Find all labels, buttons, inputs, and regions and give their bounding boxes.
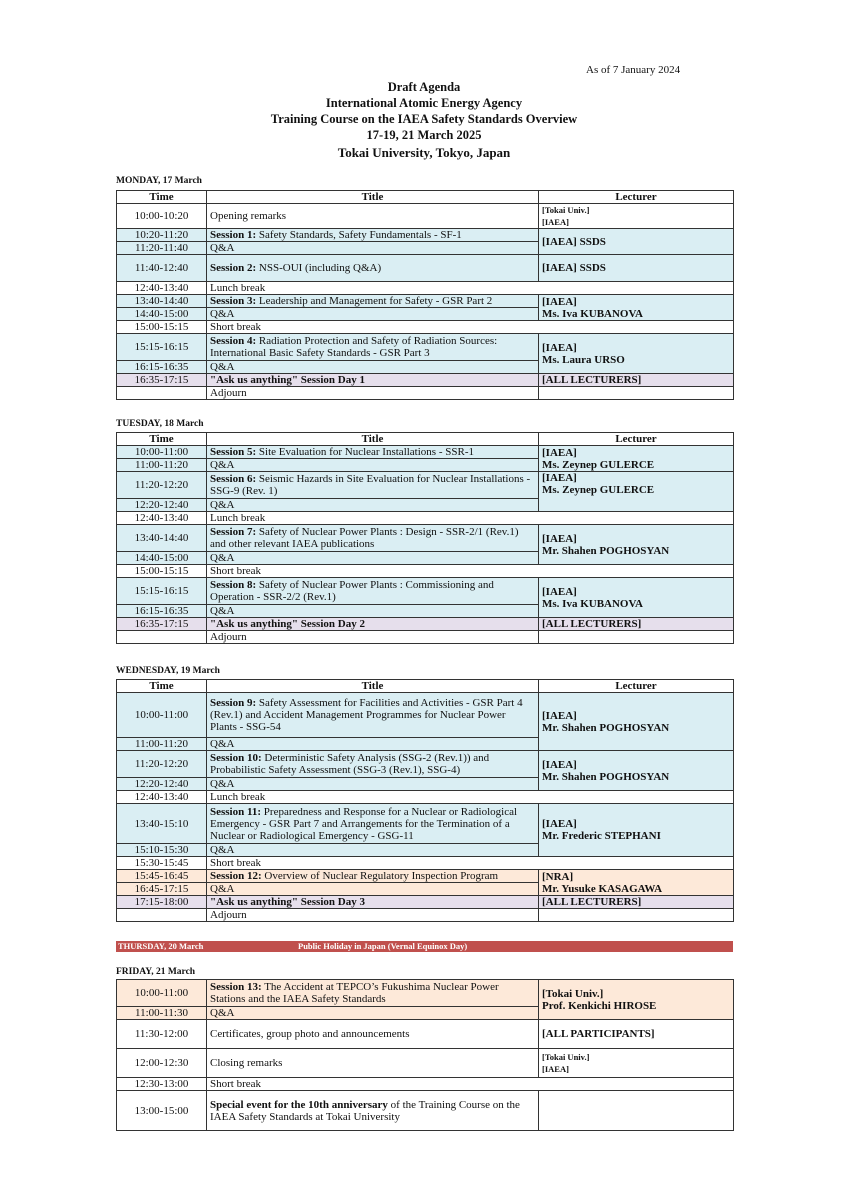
time-cell: 11:00-11:20 xyxy=(117,738,207,751)
title-cell xyxy=(207,229,539,242)
session-number: Session 6: xyxy=(210,473,257,485)
lecturer-org: [IAEA] xyxy=(542,295,577,308)
title-cell: Q&A xyxy=(207,778,539,791)
title-line-2: International Atomic Energy Agency xyxy=(325,96,523,110)
lecturer-cell xyxy=(539,870,734,896)
table-row xyxy=(117,896,734,909)
time-cell: 11:20-11:40 xyxy=(117,242,207,255)
session-title: Safety of Nuclear Power Plants : Design - SSR-2/1 (Rev.1) and other relevant IAEA publications xyxy=(210,526,519,550)
lecturer-org: [NRA] xyxy=(542,870,574,883)
as-of-date: As of 7 January 2024 xyxy=(586,64,681,76)
title-line-1: Draft Agenda xyxy=(387,80,461,94)
time-cell: 16:45-17:15 xyxy=(117,883,207,896)
lecturer-org: [IAEA] xyxy=(542,709,577,722)
session-number: Session 4: xyxy=(210,335,257,347)
day-label-wednesday: WEDNESDAY, 19 March xyxy=(116,666,220,676)
lecturer-cell xyxy=(539,693,734,751)
table-row xyxy=(117,374,734,387)
session-title: The Accident at TEPCO’s Fukushima Nuclear Power Stations and the IAEA Safety Standards xyxy=(210,981,499,1005)
title-cell xyxy=(207,374,539,387)
time-cell: 10:00-11:00 xyxy=(117,980,207,1007)
title-cell xyxy=(207,693,539,738)
col-header-title: Title xyxy=(207,680,539,693)
lecturer-cell xyxy=(539,472,734,512)
session-number: Session 13: xyxy=(210,981,262,993)
time-cell: 11:20-12:20 xyxy=(117,472,207,499)
session-title: "Ask us anything" Session Day 1 xyxy=(210,374,365,386)
session-number: Session 10: xyxy=(210,752,262,764)
title-cell xyxy=(207,1091,539,1131)
time-cell: 10:00-11:00 xyxy=(117,446,207,459)
table-row xyxy=(117,1049,734,1078)
session-title: of the Training Course on the IAEA Safety Standards at Tokai University xyxy=(210,1098,520,1123)
session-number: Session 2: xyxy=(210,262,257,274)
lecturer-org: [IAEA] xyxy=(542,341,577,354)
lecturer-cell xyxy=(539,1091,734,1131)
lecturer-cell xyxy=(539,204,734,229)
time-cell: 11:00-11:30 xyxy=(117,1007,207,1020)
time-cell: 12:40-13:40 xyxy=(117,282,207,295)
time-cell: 12:20-12:40 xyxy=(117,778,207,791)
table-row xyxy=(117,804,734,844)
session-number: Session 1: xyxy=(210,229,257,241)
monday-table xyxy=(116,190,734,400)
table-row xyxy=(117,282,734,295)
title-cell xyxy=(207,896,539,909)
lecturer-cell xyxy=(539,909,734,922)
lecturer-cell xyxy=(539,980,734,1020)
lecturer-org: [IAEA] xyxy=(542,446,577,459)
lecturer-org: [IAEA] xyxy=(542,1064,569,1074)
session-title: "Ask us anything" Session Day 2 xyxy=(210,618,365,630)
session-number: Session 9: xyxy=(210,697,257,709)
time-cell: 15:10-15:30 xyxy=(117,844,207,857)
time-cell xyxy=(117,631,207,644)
lecturer-name: Ms. Zeynep GULERCE xyxy=(542,458,655,471)
title-cell xyxy=(207,446,539,459)
lecturer-org: [IAEA] xyxy=(542,758,577,771)
tuesday-table xyxy=(116,432,734,644)
session-title: Deterministic Safety Analysis (SSG-2 (Rev.1)) and Probabilistic Safety Assessment (SSG-3 (Rev.1), SSG-4) xyxy=(210,752,490,776)
time-cell: 16:15-16:35 xyxy=(117,361,207,374)
lecturer-cell: [IAEA] SSDS xyxy=(539,255,734,282)
session-title: Site Evaluation for Nuclear Installations - SSR-1 xyxy=(256,446,474,458)
time-cell xyxy=(117,387,207,400)
col-header-title: Title xyxy=(207,433,539,446)
title-cell xyxy=(207,334,539,361)
table-row xyxy=(117,693,734,738)
lecturer-name: Mr. Shahen POGHOSYAN xyxy=(542,770,670,783)
time-cell: 12:40-13:40 xyxy=(117,791,207,804)
table-row xyxy=(117,512,734,525)
table-row xyxy=(117,631,734,644)
table-row xyxy=(117,578,734,605)
table-header xyxy=(117,433,734,446)
session-number: Session 11: xyxy=(210,805,262,818)
time-cell: 16:35-17:15 xyxy=(117,374,207,387)
table-row xyxy=(117,857,734,870)
session-number: Session 8: xyxy=(210,579,257,591)
table-row xyxy=(117,204,734,229)
session-title: Preparedness and Response for a Nuclear or Radiological Emergency - GSR Part 7 and Arrangements for the Termination of a Nuclear or Radiological Emergency - GSG-11 xyxy=(210,805,518,842)
title-cell: Closing remarks xyxy=(207,1049,539,1078)
table-row xyxy=(117,446,734,459)
day-label-thursday: THURSDAY, 20 March xyxy=(118,941,204,951)
session-title: "Ask us anything" Session Day 3 xyxy=(210,896,365,908)
title-cell: Q&A xyxy=(207,242,539,255)
session-number: Session 5: xyxy=(210,446,257,458)
lecturer-cell: [ALL LECTURERS] xyxy=(539,374,734,387)
lecturer-org: [IAEA] xyxy=(542,217,569,227)
table-row xyxy=(117,387,734,400)
table-header xyxy=(117,680,734,693)
table-row xyxy=(117,295,734,308)
title-cell: Q&A xyxy=(207,1007,539,1020)
lecturer-cell: [IAEA] SSDS xyxy=(539,229,734,255)
time-cell: 10:00-10:20 xyxy=(117,204,207,229)
title-cell: Short break xyxy=(207,565,734,578)
session-number: Session 12: xyxy=(210,870,262,882)
session-title: Safety Standards, Safety Fundamentals - SF-1 xyxy=(256,229,462,241)
time-cell: 17:15-18:00 xyxy=(117,896,207,909)
title-cell: Q&A xyxy=(207,844,539,857)
table-row xyxy=(117,870,734,883)
title-cell: Adjourn xyxy=(207,387,539,400)
lecturer-cell xyxy=(539,334,734,374)
title-cell: Q&A xyxy=(207,883,539,896)
col-header-time: Time xyxy=(117,433,207,446)
title-cell: Q&A xyxy=(207,308,539,321)
title-cell xyxy=(207,255,539,282)
lecturer-org: [IAEA] xyxy=(542,585,577,598)
time-cell: 11:20-12:20 xyxy=(117,751,207,778)
title-cell: Opening remarks xyxy=(207,204,539,229)
lecturer-name: Ms. Zeynep GULERCE xyxy=(542,484,655,496)
title-cell xyxy=(207,751,539,778)
title-cell: Certificates, group photo and announcements xyxy=(207,1020,539,1049)
session-title: Overview of Nuclear Regulatory Inspection Program xyxy=(261,870,499,882)
day-label-friday: FRIDAY, 21 March xyxy=(116,967,196,977)
title-cell xyxy=(207,578,539,605)
table-row xyxy=(117,229,734,242)
day-label-monday: MONDAY, 17 March xyxy=(116,176,202,186)
lecturer-name: Prof. Kenkichi HIROSE xyxy=(542,999,657,1012)
lecturer-cell xyxy=(539,446,734,472)
table-row xyxy=(117,334,734,361)
col-header-time: Time xyxy=(117,191,207,204)
session-number: Session 7: xyxy=(210,526,257,538)
time-cell: 13:40-15:10 xyxy=(117,804,207,844)
title-cell: Lunch break xyxy=(207,512,734,525)
time-cell: 13:00-15:00 xyxy=(117,1091,207,1131)
lecturer-org: [IAEA] xyxy=(542,472,577,484)
title-cell xyxy=(207,804,539,844)
time-cell: 12:30-13:00 xyxy=(117,1078,207,1091)
table-header xyxy=(117,191,734,204)
lecturer-cell xyxy=(539,804,734,857)
table-row xyxy=(117,525,734,552)
title-cell: Q&A xyxy=(207,738,539,751)
time-cell: 10:00-11:00 xyxy=(117,693,207,738)
col-header-time: Time xyxy=(117,680,207,693)
table-row xyxy=(117,472,734,499)
friday-table xyxy=(116,979,734,1131)
day-label-tuesday: TUESDAY, 18 March xyxy=(116,419,204,429)
lecturer-cell xyxy=(539,295,734,321)
lecturer-cell xyxy=(539,631,734,644)
title-cell xyxy=(207,472,539,499)
lecturer-cell xyxy=(539,578,734,618)
holiday-note: Public Holiday in Japan (Vernal Equinox Day) xyxy=(298,941,468,951)
lecturer-name: Mr. Shahen POGHOSYAN xyxy=(542,721,670,734)
lecturer-org: [IAEA] xyxy=(542,818,577,830)
title-cell: Q&A xyxy=(207,459,539,472)
table-row xyxy=(117,321,734,334)
table-row xyxy=(117,618,734,631)
lecturer-org: [Tokai Univ.] xyxy=(542,1052,590,1062)
title-cell: Q&A xyxy=(207,605,539,618)
table-row xyxy=(117,909,734,922)
title-venue: Tokai University, Tokyo, Japan xyxy=(337,145,511,160)
lecturer-name: Ms. Laura URSO xyxy=(542,353,625,366)
title-cell: Q&A xyxy=(207,552,539,565)
title-cell xyxy=(207,618,539,631)
lecturer-name: Mr. Yusuke KASAGAWA xyxy=(542,882,663,895)
time-cell: 16:35-17:15 xyxy=(117,618,207,631)
time-cell: 15:15-16:15 xyxy=(117,334,207,361)
time-cell xyxy=(117,909,207,922)
time-cell: 11:30-12:00 xyxy=(117,1020,207,1049)
col-header-lecturer: Lecturer xyxy=(539,433,734,446)
time-cell: 15:15-16:15 xyxy=(117,578,207,605)
time-cell: 15:30-15:45 xyxy=(117,857,207,870)
title-line-3: Training Course on the IAEA Safety Standards Overview xyxy=(270,112,578,126)
time-cell: 12:40-13:40 xyxy=(117,512,207,525)
session-title: Safety Assessment for Facilities and Activities - GSR Part 4 (Rev.1) and Accident Management Programmes for Nuclear Power Plants - SSG-54 xyxy=(210,697,523,733)
lecturer-cell: [ALL PARTICIPANTS] xyxy=(539,1020,734,1049)
table-row xyxy=(117,751,734,778)
lecturer-org: [Tokai Univ.] xyxy=(542,987,604,1000)
col-header-title: Title xyxy=(207,191,539,204)
session-title: NSS-OUI (including Q&A) xyxy=(256,262,382,274)
time-cell: 14:40-15:00 xyxy=(117,308,207,321)
time-cell: 15:00-15:15 xyxy=(117,565,207,578)
title-cell xyxy=(207,525,539,552)
time-cell: 15:00-15:15 xyxy=(117,321,207,334)
session-title: Radiation Protection and Safety of Radiation Sources: International Basic Safety Standards - GSR Part 3 xyxy=(210,335,498,359)
session-title: Seismic Hazards in Site Evaluation for Nuclear Installations - SSG-9 (Rev. 1) xyxy=(210,473,531,497)
table-row xyxy=(117,980,734,1007)
col-header-lecturer: Lecturer xyxy=(539,191,734,204)
special-event-label: Special event for the 10th anniversary xyxy=(210,1098,388,1111)
lecturer-cell xyxy=(539,751,734,791)
title-cell xyxy=(207,870,539,883)
lecturer-name: Mr. Shahen POGHOSYAN xyxy=(542,544,670,557)
lecturer-cell xyxy=(539,387,734,400)
col-header-lecturer: Lecturer xyxy=(539,680,734,693)
time-cell: 10:20-11:20 xyxy=(117,229,207,242)
time-cell: 16:15-16:35 xyxy=(117,605,207,618)
table-row xyxy=(117,255,734,282)
title-cell: Short break xyxy=(207,1078,734,1091)
session-title: Safety of Nuclear Power Plants : Commissioning and Operation - SSR-2/2 (Rev.1) xyxy=(210,579,494,603)
title-cell: Lunch break xyxy=(207,282,734,295)
table-row xyxy=(117,791,734,804)
lecturer-cell xyxy=(539,525,734,565)
lecturer-cell xyxy=(539,1049,734,1078)
time-cell: 12:00-12:30 xyxy=(117,1049,207,1078)
title-line-4: 17-19, 21 March 2025 xyxy=(366,128,482,142)
time-cell: 13:40-14:40 xyxy=(117,295,207,308)
title-cell: Short break xyxy=(207,321,734,334)
holiday-banner-thursday xyxy=(116,941,733,952)
time-cell: 11:40-12:40 xyxy=(117,255,207,282)
table-row xyxy=(117,1020,734,1049)
title-cell: Short break xyxy=(207,857,734,870)
lecturer-org: [Tokai Univ.] xyxy=(542,205,590,215)
time-cell: 15:45-16:45 xyxy=(117,870,207,883)
table-row xyxy=(117,1091,734,1131)
session-number: Session 3: xyxy=(210,295,257,307)
title-cell: Lunch break xyxy=(207,791,734,804)
time-cell: 12:20-12:40 xyxy=(117,499,207,512)
time-cell: 11:00-11:20 xyxy=(117,459,207,472)
title-cell: Adjourn xyxy=(207,909,539,922)
time-cell: 14:40-15:00 xyxy=(117,552,207,565)
lecturer-org: [IAEA] xyxy=(542,532,577,545)
document-title-block xyxy=(0,79,848,161)
title-cell: Q&A xyxy=(207,361,539,374)
title-cell xyxy=(207,295,539,308)
lecturer-name: Mr. Frederic STEPHANI xyxy=(542,830,661,842)
time-cell: 13:40-14:40 xyxy=(117,525,207,552)
lecturer-cell: [ALL LECTURERS] xyxy=(539,896,734,909)
title-cell xyxy=(207,980,539,1007)
title-cell: Q&A xyxy=(207,499,539,512)
title-cell: Adjourn xyxy=(207,631,539,644)
session-title: Leadership and Management for Safety - GSR Part 2 xyxy=(256,295,493,307)
lecturer-name: Ms. Iva KUBANOVA xyxy=(542,307,643,320)
lecturer-cell: [ALL LECTURERS] xyxy=(539,618,734,631)
table-row xyxy=(117,1078,734,1091)
wednesday-table xyxy=(116,679,734,922)
table-row xyxy=(117,565,734,578)
lecturer-name: Ms. Iva KUBANOVA xyxy=(542,597,643,610)
